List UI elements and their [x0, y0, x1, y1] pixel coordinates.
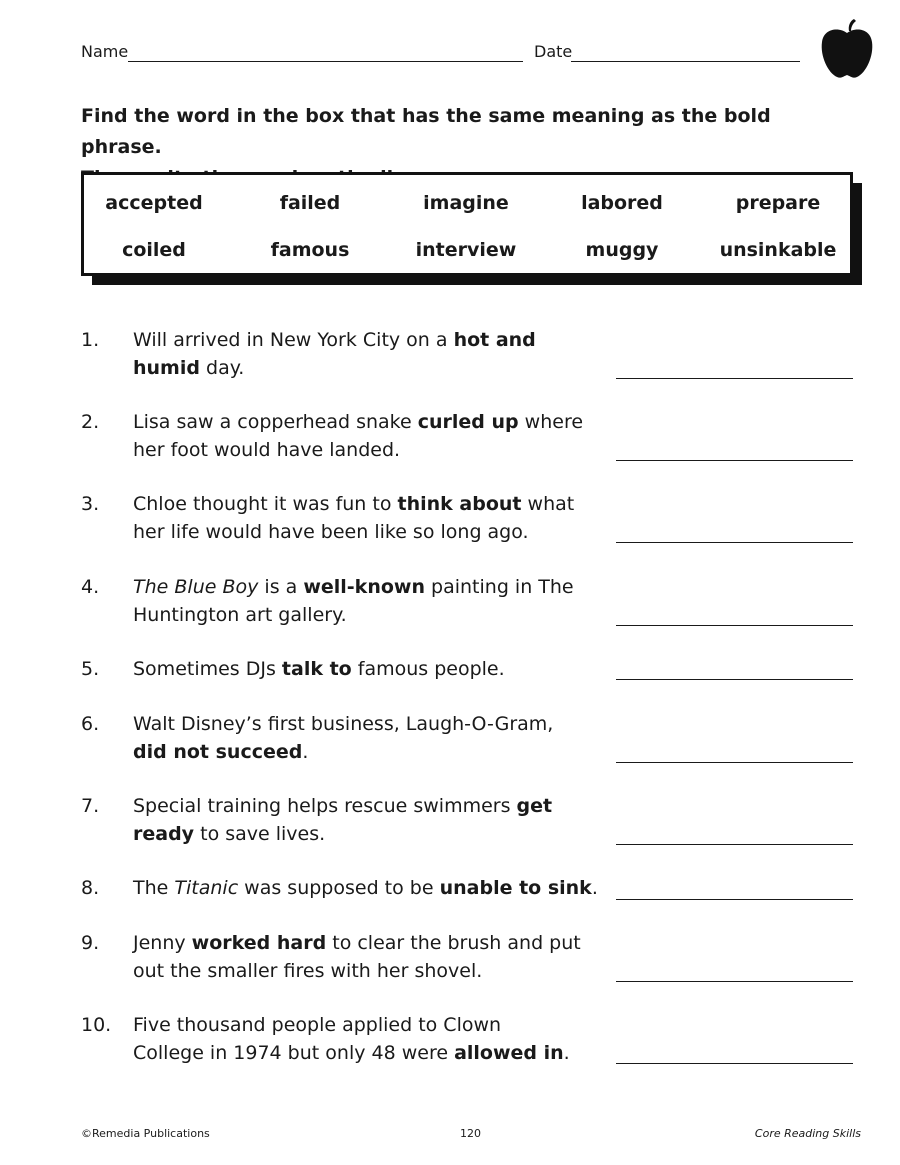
question-line [133, 490, 613, 518]
sentence-text: painting in The [424, 576, 574, 598]
sentence-text: Will arrived in New York City on a [133, 329, 454, 351]
word-unsinkable: unsinkable [719, 239, 837, 261]
question-text [133, 326, 613, 382]
header-row [81, 40, 801, 66]
answer-line[interactable] [616, 655, 853, 680]
question-number: 2. [81, 411, 100, 433]
sentence-text: . [591, 877, 598, 899]
instructions-line-1: Find the word in the box that has the same meaning as the bold phrase. [81, 105, 771, 158]
word-box [81, 172, 853, 276]
question-line [133, 710, 613, 738]
sentence-text: . [563, 1042, 570, 1064]
question-text [133, 1011, 613, 1067]
word-muggy: muggy [585, 239, 659, 261]
question-line [133, 573, 613, 601]
sentence-text: her foot would have landed. [133, 439, 401, 461]
word-accepted: accepted [105, 192, 203, 214]
question-line [133, 1011, 613, 1039]
answer-line[interactable] [616, 820, 853, 845]
word-prepare: prepare [735, 192, 821, 214]
sentence-text: was supposed to be [238, 877, 440, 899]
question-number: 6. [81, 713, 100, 735]
footer-page-number: 120 [460, 1127, 481, 1140]
sentence-text: out the smaller fires with her shovel. [133, 960, 483, 982]
question-line [133, 354, 613, 382]
key-phrase: ready [133, 823, 195, 845]
question-line [133, 408, 613, 436]
key-phrase: curled up [417, 411, 519, 433]
sentence-text: College in 1974 but only 48 were [133, 1042, 455, 1064]
sentence-text: Huntington art gallery. [133, 604, 347, 626]
key-phrase: talk to [281, 658, 352, 680]
question-number: 5. [81, 658, 100, 680]
sentence-text: to clear the brush and put [326, 932, 581, 954]
question-line [133, 820, 613, 848]
sentence-text: to save lives. [194, 823, 326, 845]
question-line [133, 738, 613, 766]
question-number: 3. [81, 493, 100, 515]
question-text [133, 655, 613, 683]
answer-line[interactable] [616, 601, 853, 626]
italic-title: The Blue Boy [133, 576, 259, 598]
question-text [133, 573, 613, 629]
italic-title: Titanic [174, 877, 239, 899]
answer-line[interactable] [616, 354, 853, 379]
sentence-text: day. [199, 357, 245, 379]
question-line [133, 655, 613, 683]
answer-line[interactable] [616, 436, 853, 461]
word-labored: labored [581, 192, 663, 214]
question-number: 4. [81, 576, 100, 598]
question-line [133, 518, 613, 546]
question-text [133, 710, 613, 766]
sentence-text: famous people. [351, 658, 505, 680]
key-phrase: did not succeed [133, 741, 303, 763]
sentence-text: Walt Disney’s first business, Laugh-O-Gram, [133, 713, 554, 735]
key-phrase: think about [397, 493, 522, 515]
question-line [133, 601, 613, 629]
sentence-text: The [133, 877, 175, 899]
question-line [133, 1039, 613, 1067]
sentence-text: Five thousand people applied to Clown [133, 1014, 502, 1036]
key-phrase: get [516, 795, 553, 817]
sentence-text: . [302, 741, 309, 763]
question-number: 1. [81, 329, 100, 351]
sentence-text: Special training helps rescue swimmers [133, 795, 517, 817]
sentence-text: Jenny [133, 932, 192, 954]
key-phrase: humid [133, 357, 200, 379]
question-text [133, 408, 613, 464]
word-famous: famous [270, 239, 350, 261]
question-line [133, 929, 613, 957]
name-label: Name [81, 42, 129, 61]
question-line [133, 957, 613, 985]
key-phrase: allowed in [454, 1042, 564, 1064]
sentence-text: Chloe thought it was fun to [133, 493, 398, 515]
question-text [133, 490, 613, 546]
question-text [133, 792, 613, 848]
word-failed: failed [279, 192, 341, 214]
footer-book-title: Core Reading Skills [754, 1127, 861, 1140]
question-line [133, 326, 613, 354]
date-label: Date [534, 42, 573, 61]
sentence-text: where [518, 411, 584, 433]
sentence-text: Sometimes DJs [133, 658, 282, 680]
question-number: 9. [81, 932, 100, 954]
key-phrase: worked hard [191, 932, 327, 954]
sentence-text: what [521, 493, 575, 515]
question-text [133, 929, 613, 985]
name-field[interactable] [128, 61, 523, 62]
word-interview: interview [415, 239, 517, 261]
sentence-text: her life would have been like so long ago. [133, 521, 529, 543]
sentence-text: is a [258, 576, 304, 598]
sentence-text: Lisa saw a copperhead snake [133, 411, 418, 433]
word-imagine: imagine [423, 192, 509, 214]
apple-icon [818, 18, 876, 80]
question-number: 8. [81, 877, 100, 899]
question-text [133, 874, 613, 902]
date-field[interactable] [571, 61, 800, 62]
key-phrase: hot and [453, 329, 536, 351]
question-line [133, 874, 613, 902]
key-phrase: unable to sink [439, 877, 592, 899]
question-number: 10. [81, 1014, 112, 1036]
key-phrase: well-known [303, 576, 425, 598]
question-line [133, 436, 613, 464]
answer-line[interactable] [616, 738, 853, 763]
footer-publisher: ©Remedia Publications [81, 1127, 210, 1140]
answer-line[interactable] [616, 875, 853, 900]
question-number: 7. [81, 795, 100, 817]
answer-line[interactable] [616, 957, 853, 982]
answer-line[interactable] [616, 1039, 853, 1064]
answer-line[interactable] [616, 518, 853, 543]
word-coiled: coiled [122, 239, 186, 261]
question-line [133, 792, 613, 820]
